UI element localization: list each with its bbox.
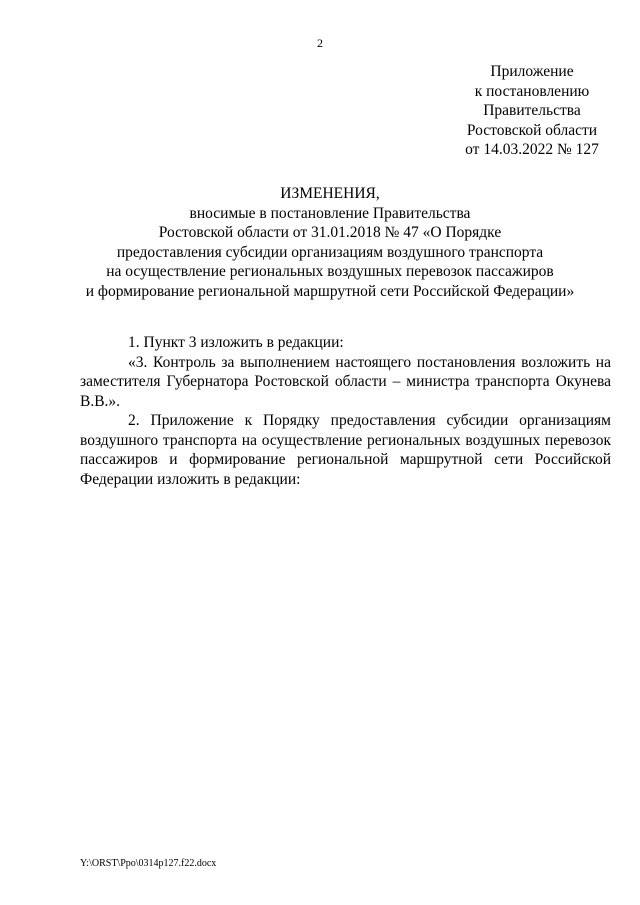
document-body bbox=[80, 333, 611, 489]
title-line: на осуществление региональных воздушных перевозок пассажиров bbox=[106, 263, 554, 280]
appendix-line: Приложение bbox=[490, 63, 574, 80]
paragraph-item-1: 1. Пункт 3 изложить в редакции: bbox=[128, 334, 344, 351]
appendix-line: к постановлению bbox=[474, 82, 590, 100]
appendix-line: Правительства bbox=[483, 102, 581, 119]
title-heading: ИЗМЕНЕНИЯ, bbox=[280, 185, 380, 202]
title-line: вносимые в постановление Правительства bbox=[189, 204, 471, 222]
appendix-block bbox=[432, 62, 632, 160]
appendix-line: Ростовской области bbox=[466, 121, 598, 139]
paragraph-item-2: 2. Приложение к Порядку предоставления субсидии организациям воздушного транспорта на осуществление региональных воздушных перевозок пассажиров и формирование региональной маршрутной сети Российской Федерации изложить в редакции: bbox=[80, 412, 611, 488]
page-number: 2 bbox=[317, 36, 323, 50]
paragraph-item-1-text: «3. Контроль за выполнением настоящего постановления возложить на заместителя Губернатора Ростовской области – министра транспорта Окунева В.В.». bbox=[80, 353, 611, 410]
appendix-line: от 14.03.2022 № 127 bbox=[465, 141, 599, 158]
title-line: и формирование региональной маршрутной сети Российской Федерации» bbox=[85, 282, 575, 300]
title-line: Ростовской области от 31.01.2018 № 47 «О Порядке bbox=[158, 224, 502, 241]
title-line: предоставления субсидии организациям воздушного транспорта bbox=[116, 243, 544, 261]
document-title bbox=[60, 184, 600, 301]
footer-file-path: Y:\ORST\Ppo\0314p127.f22.docx bbox=[80, 858, 217, 869]
